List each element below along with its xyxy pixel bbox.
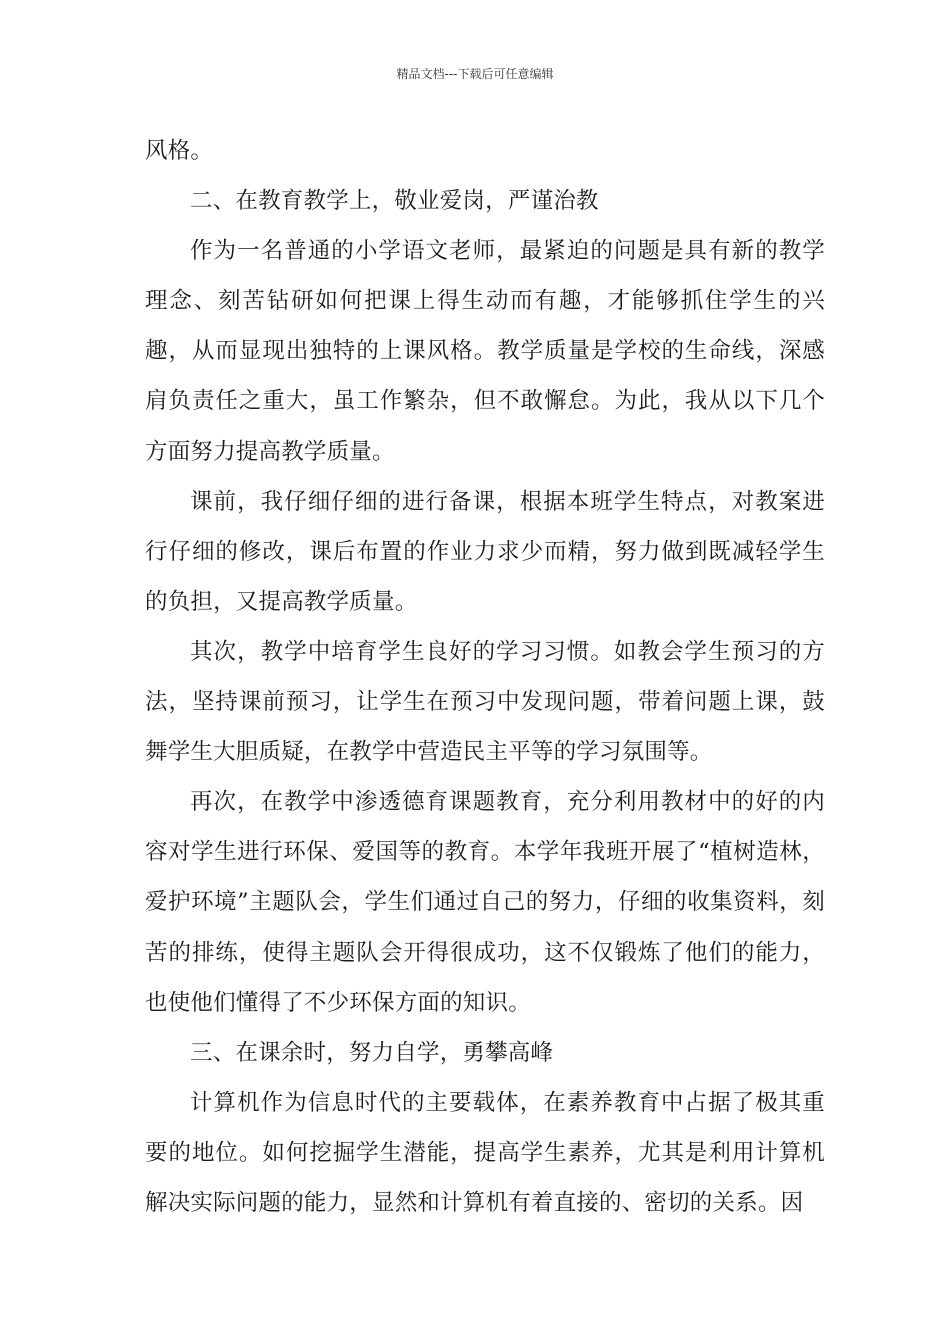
paragraph-continuation: 风格。 (145, 138, 214, 164)
section-heading-3: 三、在课余时，努力自学，勇攀高峰 (190, 1039, 554, 1066)
paragraph: 其次，教学中培育学生良好的学习习惯。如教会学生预习的方法，坚持课前预习，让学生在预习中发现问题，带着问题上课，鼓舞学生大胆质疑，在教学中营造民主平等的学习氛围等。 (145, 638, 825, 766)
paragraph: 计算机作为信息时代的主要载体，在素养教育中占据了极其重要的地位。如何挖掘学生潜能，提高学生素养，尤其是利用计算机解决实际问题的能力，显然和计算机有着直接的、密切的关系。因 (145, 1089, 825, 1216)
section-heading-2: 二、在教育教学上，敬业爱岗，严谨治教 (190, 188, 599, 215)
paragraph: 作为一名普通的小学语文老师，最紧迫的问题是具有新的教学理念、刻苦钻研如何把课上得生动而有趣，才能够抓住学生的兴趣，从而显现出独特的上课风格。教学质量是学校的生命线，深感肩负责任之重大，虽工作繁杂，但不敢懈怠。为此，我从以下几个方面努力提高教学质量。 (145, 238, 825, 465)
page-header: 精品文档---下载后可任意编辑 (396, 67, 554, 81)
paragraph: 课前，我仔细仔细的进行备课，根据本班学生特点，对教案进行仔细的修改，课后布置的作业力求少而精，努力做到既减轻学生的负担，又提高教学质量。 (145, 488, 825, 615)
paragraph: 再次，在教学中渗透德育课题教育，充分利用教材中的好的内容对学生进行环保、爱国等的教育。本学年我班开展了“植树造林，爱护环境”主题队会，学生们通过自己的努力，仔细的收集资料，刻苦的排练，使得主题队会开得很成功，这不仅锻炼了他们的能力，也使他们懂得了不少环保方面的知识。 (145, 789, 825, 1016)
document-body (145, 126, 825, 1228)
